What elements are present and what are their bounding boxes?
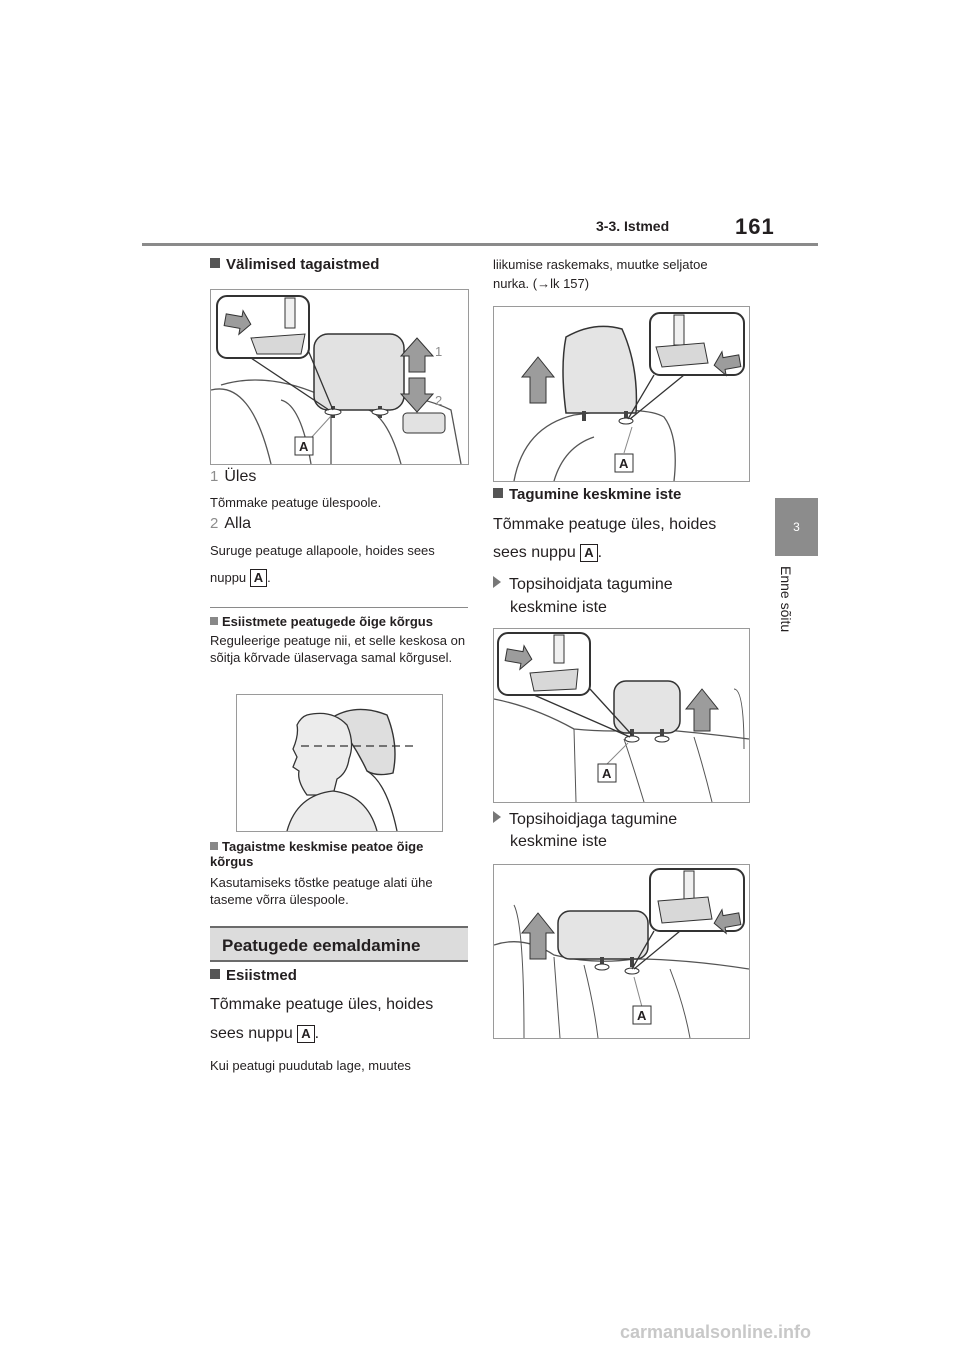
section-band: [210, 926, 468, 962]
heading-front: Esiistmed: [210, 967, 297, 984]
square-bullet-icon: [210, 617, 218, 625]
figure-head-height: [236, 694, 443, 832]
fig-label-2: 2: [435, 393, 443, 408]
square-bullet-icon: [493, 488, 503, 498]
cont-text-2: nurka. (→lk 157): [493, 276, 590, 291]
band-title: Peatugede eemaldamine: [222, 936, 421, 955]
figure-outer-rear-headrest: [210, 289, 469, 465]
heading-rear-center: Tagumine keskmine iste: [493, 486, 681, 503]
square-bullet-icon: [210, 969, 220, 979]
watermark: carmanualsonline.info: [620, 1322, 812, 1342]
step-2: 2 Alla: [210, 515, 252, 532]
chapter-label: Enne sõitu: [778, 566, 794, 633]
divider: [210, 607, 468, 608]
page-number: 161: [735, 214, 775, 239]
head-height-illustration: [237, 695, 442, 831]
button-a-badge: A: [250, 569, 267, 587]
step-1-text: Tõmmake peatuge ülespoole.: [210, 495, 382, 510]
sub-text-front-height: Reguleerige peatuge nii, et selle keskosa on sõitja kõrvade ülaservaga samal kõrgusel.: [210, 633, 466, 665]
bullet-1-line2: keskmine iste: [510, 599, 607, 616]
sub-heading-rear-center-height: Tagaistme keskmise peatoe õige kõrgus: [210, 839, 424, 869]
header-rule: [142, 243, 818, 246]
front-headrest-illustration: [494, 307, 749, 481]
fig-label-a: A: [619, 456, 629, 471]
rear-center-cupholder-illustration: [494, 865, 749, 1038]
bullet-2: Topsihoidjaga tagumine: [493, 806, 677, 833]
cont-text-1: liikumise raskemaks, muutke seljatoe: [493, 257, 708, 272]
chapter-tab: 3: [775, 498, 818, 556]
heading-outer-rear: Välimised tagaistmed: [210, 256, 379, 273]
square-bullet-icon: [210, 258, 220, 268]
section-title: 3-3. Istmed: [596, 218, 670, 234]
rc-text-1: Tõmmake peatuge üles, hoides: [493, 516, 717, 533]
outer-rear-headrest-illustration: [211, 290, 468, 464]
fig-label-a: A: [299, 439, 309, 454]
button-a-badge: A: [580, 544, 597, 562]
figure-rear-center-no-cupholder: [493, 628, 750, 803]
bullet-1: Topsihoidjata tagumine: [493, 571, 673, 598]
step-2-text-line2: nuppu A .: [210, 570, 271, 585]
figure-rear-center-cupholder: [493, 864, 750, 1039]
step-2-text: Suruge peatuge allapoole, hoides sees: [210, 543, 435, 558]
front-note: Kui peatugi puudutab lage, muutes: [210, 1058, 411, 1073]
front-text-2: sees nuppu A .: [210, 1025, 320, 1042]
sub-heading-front-height: Esiistmete peatugede õige kõrgus: [210, 614, 433, 629]
triangle-bullet-icon: [493, 576, 501, 588]
button-a-badge: A: [297, 1025, 314, 1043]
fig-label-a: A: [602, 766, 612, 781]
figure-front-headrest: [493, 306, 750, 482]
fig-label-a: A: [637, 1008, 647, 1023]
bullet-2-line2: keskmine iste: [510, 833, 607, 850]
step-1: 1 Üles: [210, 468, 257, 485]
fig-label-1: 1: [435, 344, 443, 359]
sub-text-rear-center-height: Kasutamiseks tõstke peatuge alati ühe taseme võrra ülespoole.: [210, 875, 433, 907]
rc-text-2: sees nuppu A .: [493, 544, 603, 561]
front-text-1: Tõmmake peatuge üles, hoides: [210, 996, 434, 1013]
rear-center-no-cupholder-illustration: [494, 629, 749, 802]
square-bullet-icon: [210, 842, 218, 850]
triangle-bullet-icon: [493, 811, 501, 823]
